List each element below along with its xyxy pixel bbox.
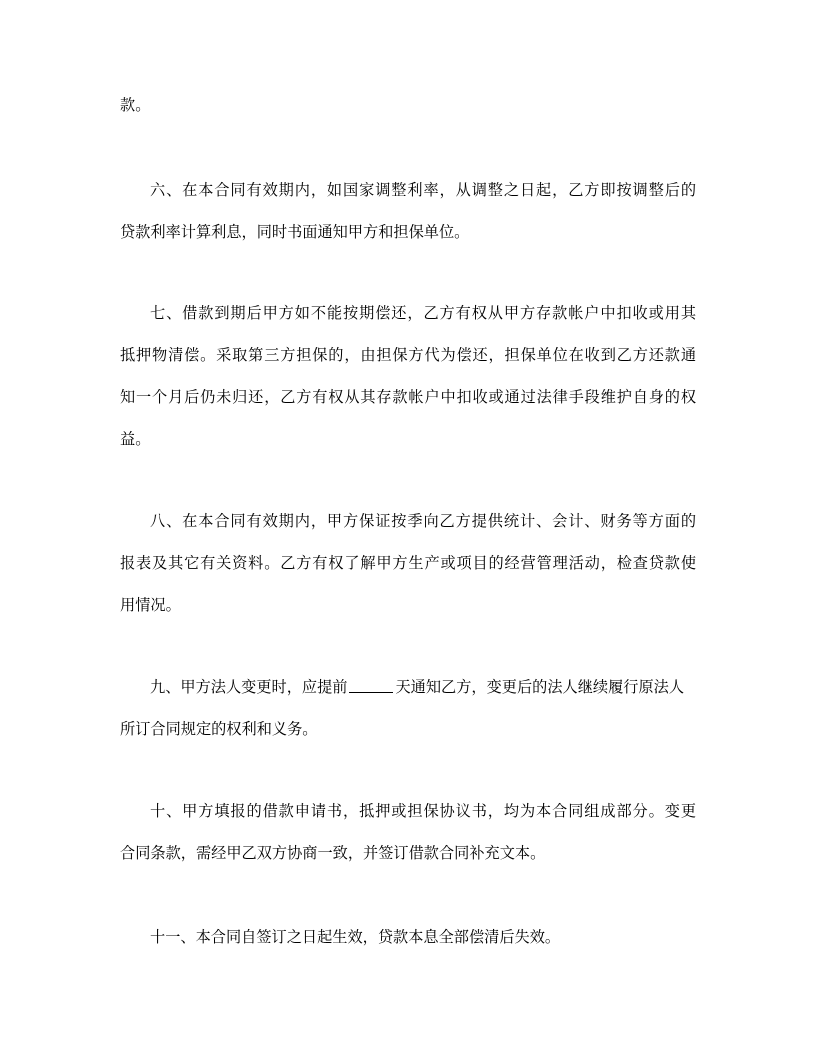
clause-9-line-1 [150, 676, 684, 698]
clause-10-line-1: 十、甲方填报的借款申请书，抵押或担保协议书，均为本合同组成部分。变更 [150, 802, 696, 820]
clause-9-text-after-blank: 天通知乙方，变更后的法人继续履行原法人 [395, 678, 684, 696]
clause-5-tail: 款。 [120, 96, 151, 114]
clause-8-line-3: 用情况。 [120, 596, 181, 614]
clause-8-line-2: 报表及其它有关资料。乙方有权了解甲方生产或项目的经营管理活动，检查贷款使 [120, 554, 696, 572]
clause-7-line-2: 抵押物清偿。采取第三方担保的，由担保方代为偿还，担保单位在收到乙方还款通 [120, 346, 696, 364]
clause-9-text-before-blank: 九、甲方法人变更时，应提前 [150, 678, 348, 696]
clause-9-line-2: 所订合同规定的权利和义务。 [120, 720, 318, 738]
clause-10-line-2: 合同条款，需经甲乙双方协商一致，并签订借款合同补充文本。 [120, 844, 546, 862]
clause-7-line-3: 知一个月后仍未归还，乙方有权从其存款帐户中扣收或通过法律手段维护自身的权 [120, 388, 696, 406]
clause-8-line-1: 八、在本合同有效期内，甲方保证按季向乙方提供统计、会计、财务等方面的 [150, 512, 696, 530]
clause-6-line-1: 六、在本合同有效期内，如国家调整利率，从调整之日起，乙方即按调整后的 [150, 181, 696, 199]
days-blank-field [349, 678, 393, 693]
clause-11-line-1: 十一、本合同自签订之日起生效，贷款本息全部偿清后失效。 [150, 928, 561, 946]
clause-7-line-1: 七、借款到期后甲方如不能按期偿还，乙方有权从甲方存款帐户中扣收或用其 [150, 304, 696, 322]
clause-7-line-4: 益。 [120, 430, 151, 448]
clause-6-line-2: 贷款利率计算利息，同时书面通知甲方和担保单位。 [120, 223, 470, 241]
